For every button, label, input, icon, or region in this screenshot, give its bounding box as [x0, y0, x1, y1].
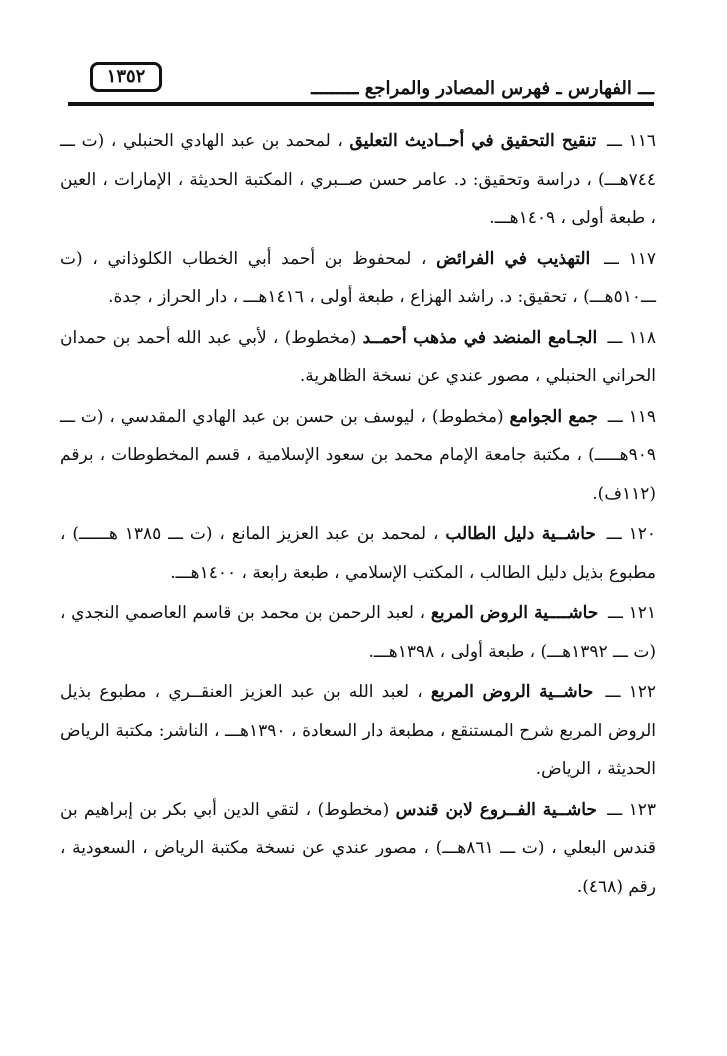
entry-122 [60, 673, 656, 789]
entry-title: تنقيح التحقيق في أحــاديث التعليق [349, 131, 597, 151]
entry-120 [60, 515, 656, 592]
entry-details: (مخطوط) ، لتقي الدين أبي بكر بن إبراهيم بن قندس البعلي ، (ت ـــ ٨٦١هـــ) ، مصور عندي عن نسخة مكتبة الرياض ، السعودية ، رقم (٤٦٨). [60, 799, 656, 897]
entry-number: ١٢٣ ـــ [607, 799, 657, 820]
entry-117 [60, 240, 656, 317]
header-rule [68, 102, 654, 106]
entry-number: ١٢٠ ـــ [606, 524, 656, 544]
entry-number: ١٢١ ـــ [607, 603, 656, 623]
entry-116 [60, 122, 656, 238]
entry-title: جمع الجوامع [509, 406, 598, 427]
entry-details: ، لمحفوظ بن أحمد أبي الخطاب الكلوذاني ، (ت ـــ٥١٠هـــ) ، تحقيق: د. راشد الهزاع ، طبعة أولى ، ١٤١٦هـــ ، دار الحراز ، جدة. [60, 248, 656, 307]
entry-number: ١١٦ ـــ [607, 131, 656, 151]
entry-number: ١٢٢ ـــ [605, 682, 656, 702]
entry-details: (مخطوط) ، لأبي عبد الله أحمد بن حمدان الحراني الحنبلي ، مصور عندي عن نسخة الظاهرية. [60, 327, 656, 386]
entries-list [60, 122, 656, 908]
entry-number: ١١٩ ـــ [607, 406, 656, 427]
entry-title: حاشــية الفــروع لابن قندس [395, 799, 597, 820]
entry-118 [60, 319, 656, 396]
running-title: ـــ الفهارس ـ فهرس المصادر والمراجع ـــــــــ [311, 78, 654, 99]
entry-121 [60, 594, 656, 671]
entry-number: ١١٨ ـــ [607, 327, 657, 348]
entry-details: ، لعبد الرحمن بن محمد بن قاسم العاصمي النجدي ، (ت ـــ ١٣٩٢هـــ) ، طبعة أولى ، ١٣٩٨هـــ. [60, 603, 656, 662]
entry-details: ، لمحمد بن عبد العزيز المانع ، (ت ـــ ١٣٨٥ هــــــ) ، مطبوع بذيل دليل الطالب ، المكتب الإسلامي ، طبعة رابعة ، ١٤٠٠هـــ. [60, 524, 656, 583]
page-number: ١٣٥٢ [90, 62, 162, 92]
page-header [68, 62, 654, 112]
entry-number: ١١٧ ـــ [603, 248, 657, 269]
entry-title: حاشــية دليل الطالب [445, 524, 596, 544]
entry-details: ، لعبد الله بن عبد العزيز العنقــري ، مطبوع بذيل الروض المربع شرح المستنقع ، مطبعة دار السعادة ، ١٣٩٠هـــ ، الناشر: مكتبة الرياض الحديثة ، الرياض. [60, 682, 657, 779]
entry-title: حاشــــية الروض المربع [430, 603, 599, 623]
entry-details: (مخطوط) ، ليوسف بن حسن بن عبد الهادي المقدسي ، (ت ـــ ٩٠٩هـــــ) ، مكتبة جامعة الإمام محمد بن سعود الإسلامية ، قسم المخطوطات ، برقم (١١٢ف). [60, 406, 656, 504]
entry-title: حاشــية الروض المربع [430, 682, 594, 702]
entry-119 [60, 398, 656, 514]
entry-details: ، لمحمد بن عبد الهادي الحنبلي ، (ت ـــ ٧٤٤هـــ) ، دراسة وتحقيق: د. عامر حسن صــبري ، المكتبة الحديثة ، الإمارات ، العين ، طبعة أولى ، ١٤٠٩هـــ. [60, 131, 656, 228]
entry-title: التهذيب في الفرائض [436, 248, 591, 269]
entry-123 [60, 791, 656, 907]
entry-title: الجـامع المنضد في مذهب أحمــد [362, 327, 598, 348]
